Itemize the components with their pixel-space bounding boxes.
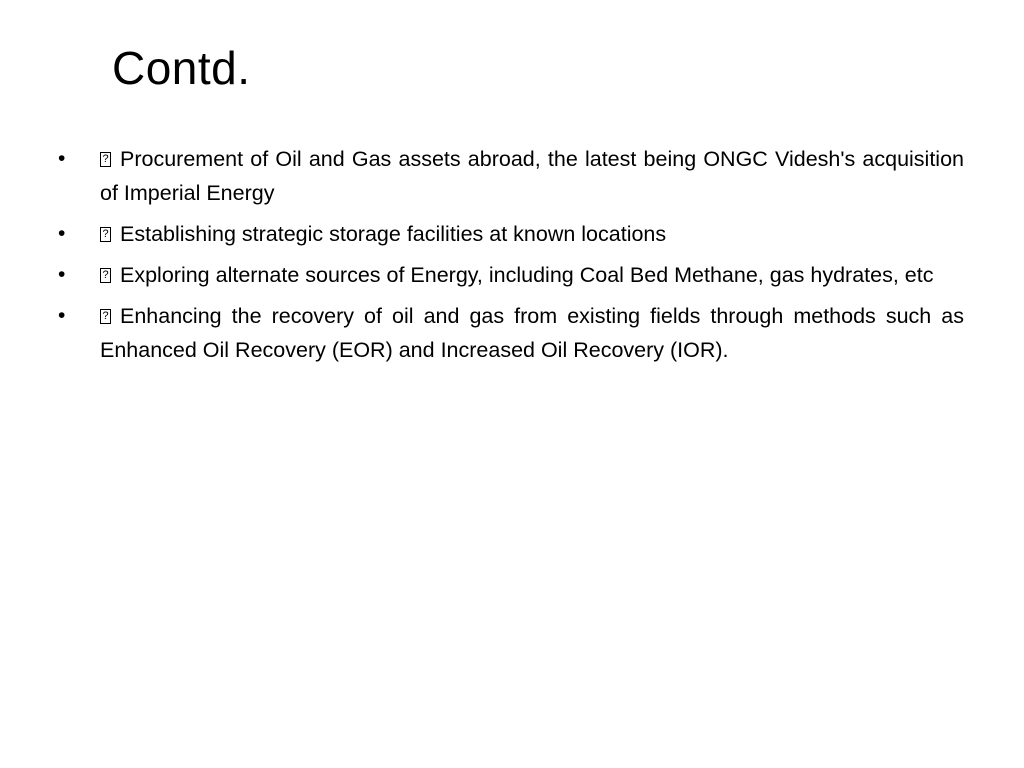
bullet-marker: •: [58, 304, 66, 327]
slide-title: Contd.: [112, 42, 251, 94]
bullet-marker: •: [58, 222, 66, 245]
list-item: [58, 142, 964, 210]
missing-glyph-icon: [100, 227, 111, 242]
missing-glyph-icon: [100, 152, 111, 167]
bullet-list: [58, 142, 964, 374]
bullet-text: Procurement of Oil and Gas assets abroad, the latest being ONGC Videsh's acquisition of Imperial Energy: [100, 147, 964, 205]
list-item: [58, 258, 964, 292]
bullet-text: Establishing strategic storage facilities at known locations: [120, 222, 667, 246]
bullet-marker: •: [58, 263, 66, 286]
missing-glyph-icon: [100, 309, 111, 324]
bullet-text: Enhancing the recovery of oil and gas from existing fields through methods such as Enhanced Oil Recovery (EOR) and Increased Oil Recovery (IOR).: [100, 304, 964, 362]
bullet-text: Exploring alternate sources of Energy, including Coal Bed Methane, gas hydrates, etc: [120, 263, 934, 287]
list-item: [58, 299, 964, 367]
list-item: [58, 217, 964, 251]
missing-glyph-icon: [100, 268, 111, 283]
bullet-marker: •: [58, 147, 66, 170]
